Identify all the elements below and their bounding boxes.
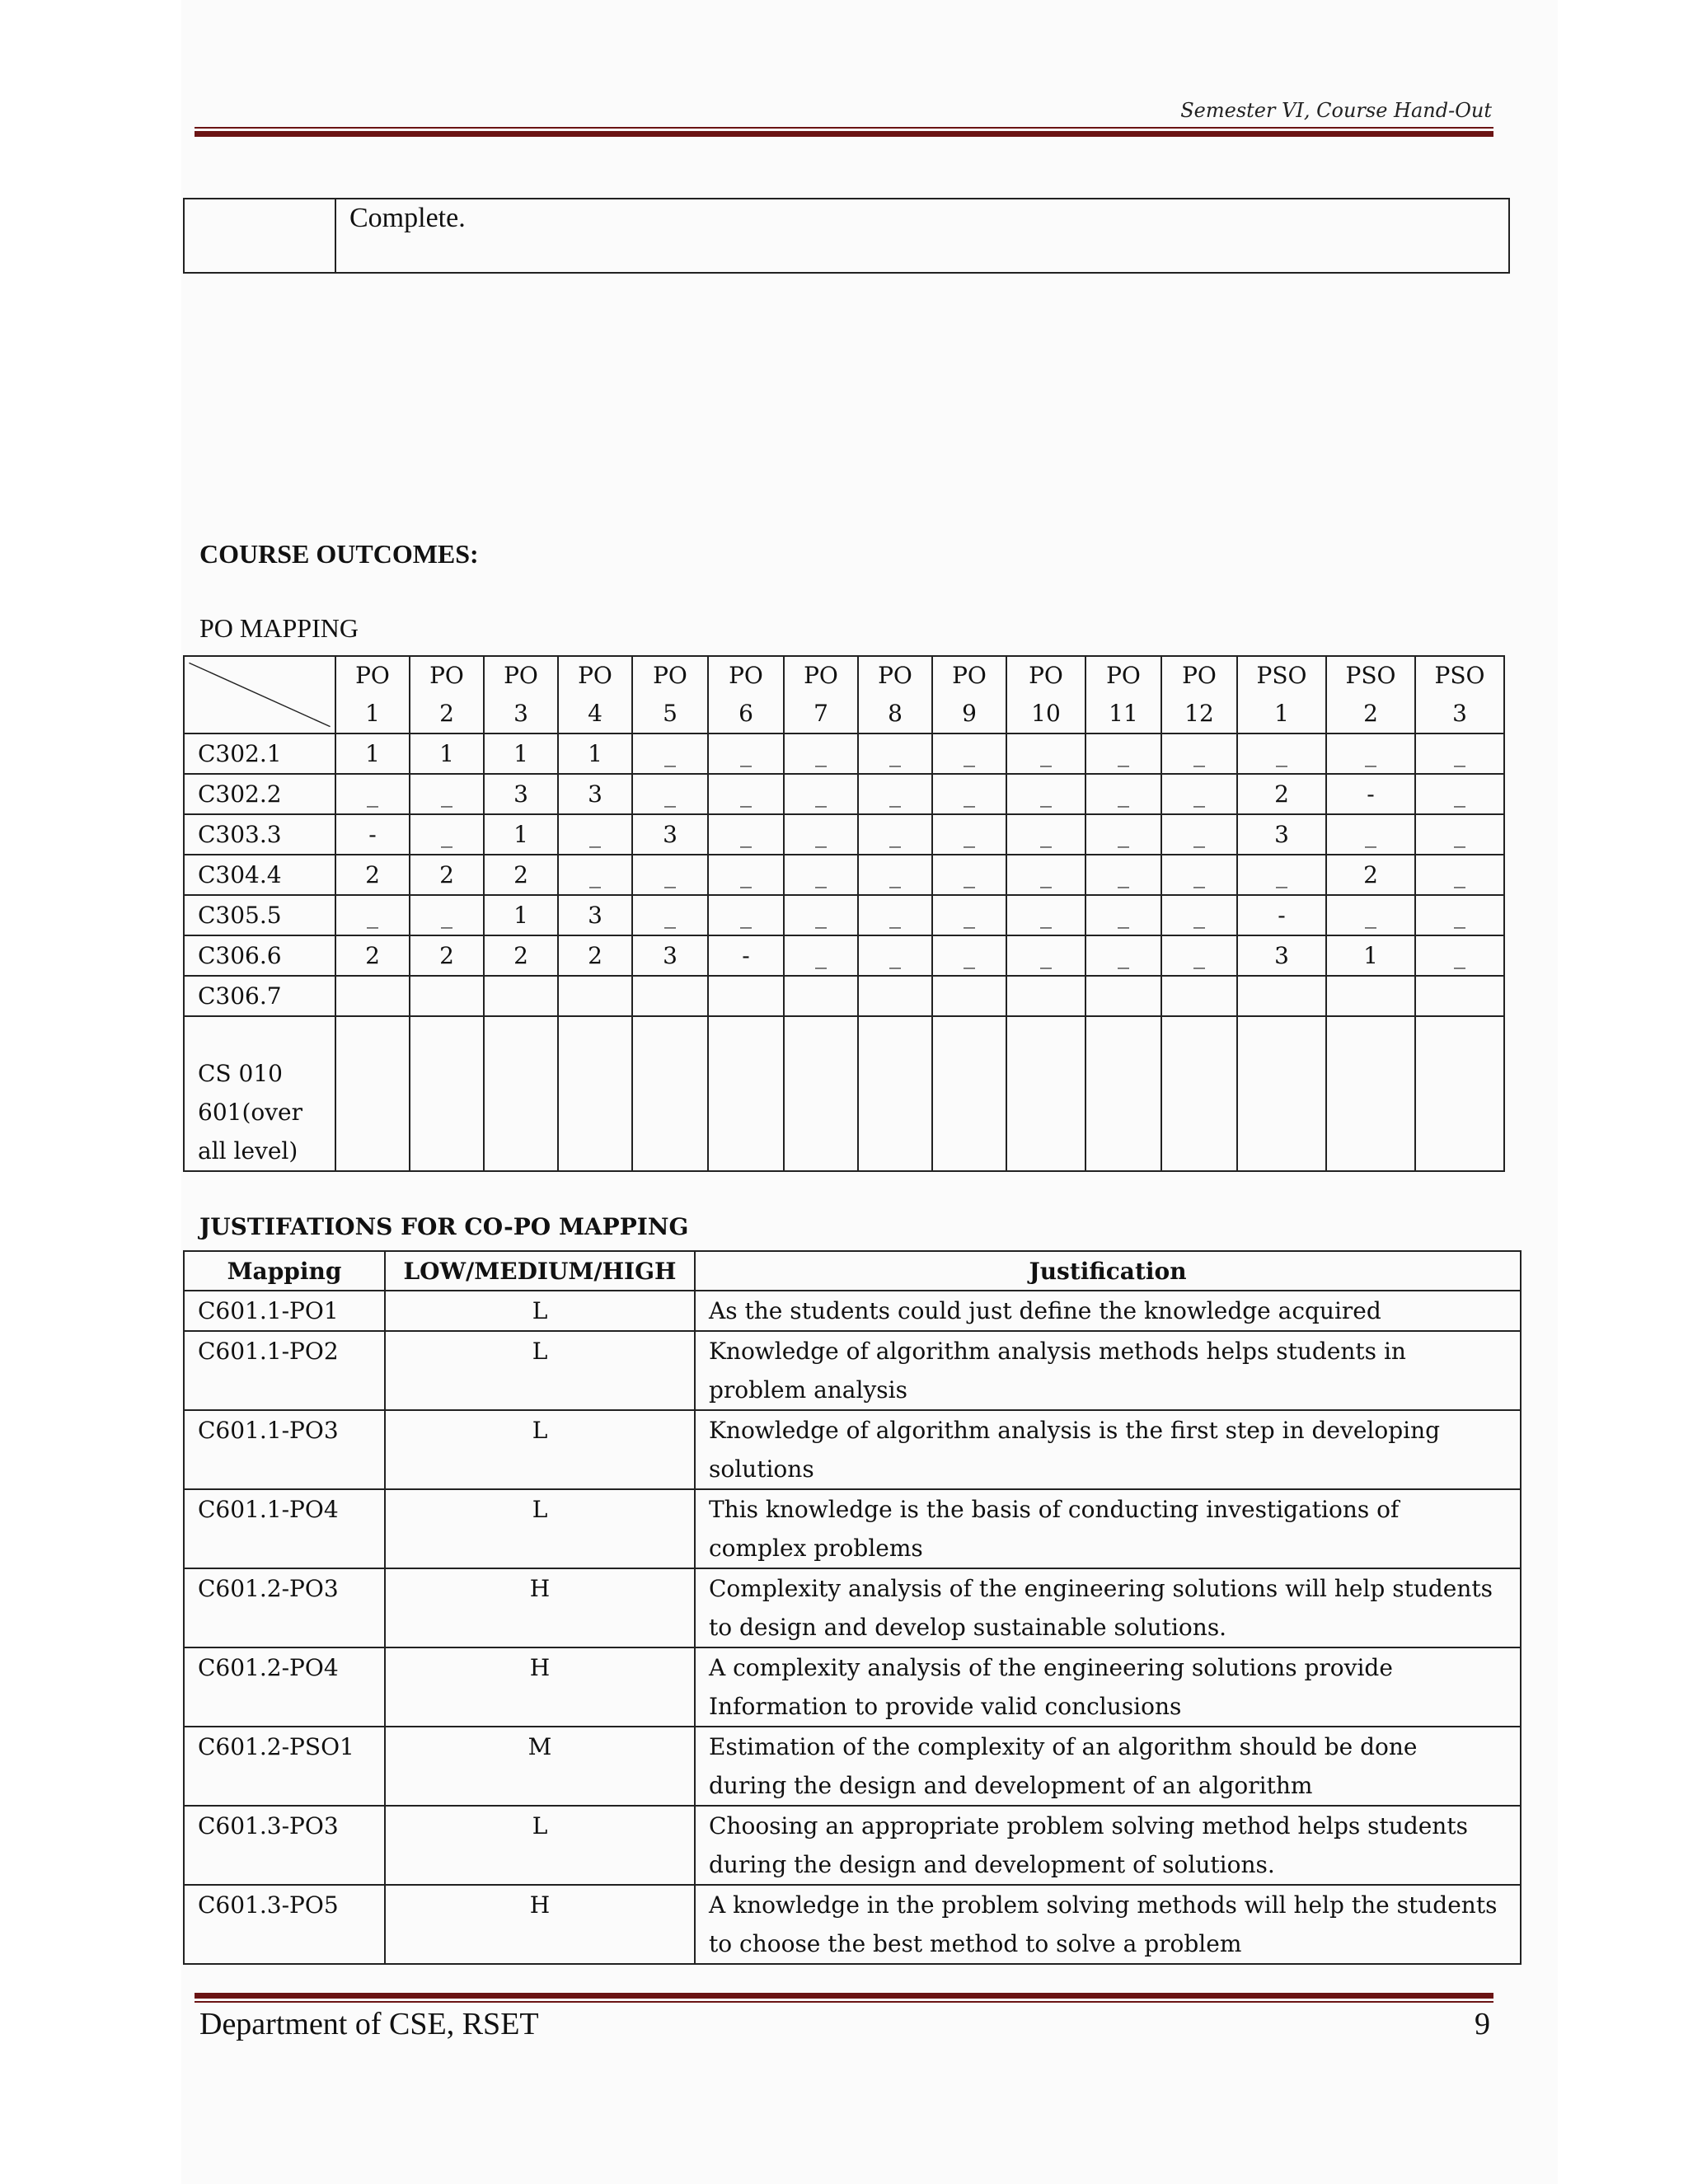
mapping-cell: 2 — [1237, 774, 1326, 814]
mapping-cell: _ — [1085, 935, 1161, 976]
mapping-cell — [558, 976, 632, 1016]
mapping-cell: _ — [1085, 733, 1161, 774]
mapping-cell: 2 — [410, 855, 484, 895]
continuation-empty-cell — [184, 199, 335, 273]
po-column-header — [1237, 656, 1326, 733]
level-cell: L — [385, 1291, 695, 1331]
mapping-cell: _ — [335, 774, 410, 814]
mapping-cell: _ — [1415, 935, 1504, 976]
po-table-row — [184, 733, 1504, 774]
course-outcome-label: C303.3 — [184, 814, 335, 855]
mapping-cell: C601.1-PO2 — [184, 1331, 385, 1410]
justification-cell — [695, 1806, 1521, 1885]
mapping-cell: 1 — [484, 814, 558, 855]
mapping-cell — [1085, 976, 1161, 1016]
po-column-header — [1006, 656, 1085, 733]
column-header-line: PO — [878, 662, 912, 689]
mapping-cell — [1085, 1016, 1161, 1171]
po-column-header — [484, 656, 558, 733]
mapping-cell: _ — [1415, 774, 1504, 814]
mapping-cell: _ — [1161, 855, 1237, 895]
column-header-number: 9 — [962, 700, 977, 727]
mapping-cell: C601.1-PO1 — [184, 1291, 385, 1331]
po-column-header — [708, 656, 784, 733]
mapping-cell — [858, 1016, 932, 1171]
mapping-cell: _ — [1085, 895, 1161, 935]
overall-label-line: 601(over — [198, 1099, 302, 1126]
level-cell: L — [385, 1331, 695, 1410]
mapping-cell: _ — [1161, 895, 1237, 935]
column-header-line: PO — [578, 662, 612, 689]
course-outcome-label: C302.2 — [184, 774, 335, 814]
mapping-cell — [1415, 976, 1504, 1016]
course-outcome-label: C306.6 — [184, 935, 335, 976]
mapping-cell: _ — [708, 895, 784, 935]
mapping-cell: - — [708, 935, 784, 976]
column-header-line: PO — [355, 662, 390, 689]
column-header-number: 6 — [738, 700, 753, 727]
justification-row — [184, 1291, 1521, 1331]
mapping-cell: 1 — [484, 733, 558, 774]
justification-row — [184, 1331, 1521, 1410]
diagonal-corner-cell — [184, 656, 335, 733]
mapping-cell: _ — [1326, 814, 1415, 855]
mapping-cell: _ — [1085, 774, 1161, 814]
page-number: 9 — [1475, 2007, 1490, 2041]
mapping-cell — [410, 1016, 484, 1171]
mapping-cell: 2 — [558, 935, 632, 976]
mapping-cell: _ — [632, 774, 708, 814]
justification-row — [184, 1885, 1521, 1964]
mapping-cell: _ — [558, 814, 632, 855]
column-header-number: 4 — [588, 700, 603, 727]
course-outcome-label: C302.1 — [184, 733, 335, 774]
mapping-cell — [1326, 1016, 1415, 1171]
mapping-cell: _ — [632, 855, 708, 895]
mapping-cell: _ — [1006, 774, 1085, 814]
po-column-header — [1085, 656, 1161, 733]
mapping-cell: 2 — [410, 935, 484, 976]
mapping-cell: 1 — [410, 733, 484, 774]
mapping-cell: _ — [1006, 935, 1085, 976]
mapping-cell: 2 — [484, 855, 558, 895]
justification-row — [184, 1489, 1521, 1568]
mapping-cell: _ — [1085, 814, 1161, 855]
mapping-cell: _ — [1006, 895, 1085, 935]
continuation-cell: Complete. — [335, 199, 1509, 273]
overall-label-line: CS 010 — [198, 1060, 283, 1087]
mapping-cell — [1161, 1016, 1237, 1171]
po-table-row — [184, 976, 1504, 1016]
mapping-cell — [335, 1016, 410, 1171]
mapping-cell: C601.1-PO3 — [184, 1410, 385, 1489]
mapping-cell: C601.3-PO3 — [184, 1806, 385, 1885]
justification-row — [184, 1806, 1521, 1885]
mapping-cell: 2 — [1326, 855, 1415, 895]
overall-level-label — [184, 1016, 335, 1171]
column-header-number: 12 — [1184, 700, 1214, 727]
po-column-header — [1161, 656, 1237, 733]
po-table-row — [184, 814, 1504, 855]
po-column-header — [784, 656, 858, 733]
justification-cell — [695, 1291, 1521, 1331]
justification-cell — [695, 1885, 1521, 1964]
mapping-cell — [632, 976, 708, 1016]
po-column-header — [632, 656, 708, 733]
mapping-cell: C601.2-PO4 — [184, 1647, 385, 1727]
footer-department: Department of CSE, RSET — [199, 2007, 539, 2041]
level-cell: M — [385, 1727, 695, 1806]
column-header-number: 2 — [1363, 700, 1378, 727]
column-header-number: 5 — [663, 700, 678, 727]
level-cell: L — [385, 1806, 695, 1885]
mapping-cell — [1237, 976, 1326, 1016]
mapping-cell: _ — [932, 733, 1006, 774]
mapping-cell: _ — [708, 733, 784, 774]
justification-heading: JUSTIFATIONS FOR CO-PO MAPPING — [199, 1213, 689, 1240]
justification-line: Knowledge of algorithm analysis is the first step in developing — [709, 1417, 1441, 1444]
mapping-cell: _ — [1006, 814, 1085, 855]
justification-line: problem analysis — [709, 1376, 907, 1404]
po-column-header — [1415, 656, 1504, 733]
level-cell: L — [385, 1489, 695, 1568]
justification-header-row — [184, 1251, 1521, 1291]
po-table-row — [184, 774, 1504, 814]
mapping-cell: _ — [708, 855, 784, 895]
column-header-line: PO — [1182, 662, 1217, 689]
column-header-number: 10 — [1031, 700, 1061, 727]
header-level: LOW/MEDIUM/HIGH — [385, 1251, 695, 1291]
mapping-cell: _ — [858, 895, 932, 935]
mapping-cell: _ — [1161, 774, 1237, 814]
mapping-cell — [708, 976, 784, 1016]
mapping-cell: _ — [858, 814, 932, 855]
column-header-line: PO — [653, 662, 687, 689]
justification-cell — [695, 1727, 1521, 1806]
mapping-cell: 3 — [558, 774, 632, 814]
justification-table — [183, 1250, 1522, 1965]
column-header-line: PO — [1106, 662, 1141, 689]
diagonal-line — [185, 657, 335, 733]
justification-line: This knowledge is the basis of conducting investigations of — [709, 1496, 1400, 1523]
column-header-number: 1 — [1274, 700, 1289, 727]
column-header-line: PO — [1029, 662, 1063, 689]
justification-row — [184, 1568, 1521, 1647]
mapping-cell — [484, 1016, 558, 1171]
mapping-cell: _ — [410, 774, 484, 814]
justification-row — [184, 1410, 1521, 1489]
mapping-cell: _ — [858, 855, 932, 895]
mapping-cell: 3 — [484, 774, 558, 814]
mapping-cell: _ — [1006, 855, 1085, 895]
mapping-cell: _ — [1415, 895, 1504, 935]
mapping-cell: _ — [1237, 855, 1326, 895]
mapping-cell — [1006, 1016, 1085, 1171]
mapping-cell — [1326, 976, 1415, 1016]
justification-line: to design and develop sustainable solutions. — [709, 1614, 1227, 1641]
mapping-cell: _ — [1326, 895, 1415, 935]
justification-line: Choosing an appropriate problem solving method helps students — [709, 1812, 1468, 1840]
mapping-cell: _ — [708, 814, 784, 855]
mapping-cell: _ — [1237, 733, 1326, 774]
mapping-cell: _ — [1161, 935, 1237, 976]
mapping-cell: C601.1-PO4 — [184, 1489, 385, 1568]
mapping-cell: _ — [932, 855, 1006, 895]
mapping-cell — [708, 1016, 784, 1171]
justification-line: Complexity analysis of the engineering solutions will help students — [709, 1575, 1493, 1602]
justification-line: As the students could just define the knowledge acquired — [709, 1297, 1381, 1324]
mapping-cell: _ — [1326, 733, 1415, 774]
mapping-cell: _ — [932, 814, 1006, 855]
mapping-cell — [1161, 976, 1237, 1016]
mapping-cell: C601.2-PO3 — [184, 1568, 385, 1647]
justification-line: A knowledge in the problem solving methods will help the students — [709, 1891, 1498, 1919]
mapping-cell — [858, 976, 932, 1016]
level-cell: H — [385, 1885, 695, 1964]
mapping-cell: _ — [1085, 855, 1161, 895]
po-table-row — [184, 855, 1504, 895]
mapping-cell: _ — [708, 774, 784, 814]
column-header-number: 11 — [1109, 700, 1138, 727]
mapping-cell: 2 — [335, 855, 410, 895]
course-outcome-label: C305.5 — [184, 895, 335, 935]
column-header-number: 3 — [513, 700, 528, 727]
mapping-cell: _ — [1161, 733, 1237, 774]
justification-line: solutions — [709, 1455, 814, 1483]
continuation-table — [183, 198, 1510, 274]
mapping-cell — [484, 976, 558, 1016]
mapping-cell: 3 — [632, 814, 708, 855]
po-column-header — [410, 656, 484, 733]
po-header-row — [184, 656, 1504, 733]
column-header-number: 1 — [365, 700, 380, 727]
mapping-cell: 3 — [1237, 814, 1326, 855]
mapping-cell — [932, 1016, 1006, 1171]
mapping-cell — [1006, 976, 1085, 1016]
mapping-cell: _ — [558, 855, 632, 895]
mapping-cell: _ — [858, 733, 932, 774]
footer-rule — [195, 1993, 1493, 2003]
mapping-cell: _ — [932, 774, 1006, 814]
mapping-cell: _ — [932, 895, 1006, 935]
justification-line: Estimation of the complexity of an algorithm should be done — [709, 1733, 1418, 1760]
justification-row — [184, 1647, 1521, 1727]
po-table-row — [184, 935, 1504, 976]
justification-cell — [695, 1331, 1521, 1410]
mapping-cell: _ — [784, 774, 858, 814]
justification-line: to choose the best method to solve a problem — [709, 1930, 1242, 1957]
level-cell: H — [385, 1647, 695, 1727]
po-mapping-heading: PO MAPPING — [199, 613, 359, 643]
overall-label-line: all level) — [198, 1137, 298, 1165]
mapping-cell — [558, 1016, 632, 1171]
mapping-cell: 1 — [1326, 935, 1415, 976]
justification-cell — [695, 1568, 1521, 1647]
header-rule — [195, 127, 1493, 137]
level-cell: L — [385, 1410, 695, 1489]
level-cell: H — [385, 1568, 695, 1647]
po-column-header — [858, 656, 932, 733]
mapping-cell: 3 — [558, 895, 632, 935]
mapping-cell: _ — [784, 855, 858, 895]
mapping-cell: _ — [784, 895, 858, 935]
justification-line: Information to provide valid conclusions — [709, 1693, 1182, 1720]
column-header-line: PSO — [1434, 662, 1485, 689]
po-mapping-table — [183, 655, 1505, 1172]
mapping-cell: - — [1237, 895, 1326, 935]
mapping-cell: _ — [1415, 855, 1504, 895]
running-header: Semester VI, Course Hand-Out — [1180, 99, 1492, 122]
justification-cell — [695, 1647, 1521, 1727]
mapping-cell: _ — [784, 733, 858, 774]
po-overall-row — [184, 1016, 1504, 1171]
po-column-header — [558, 656, 632, 733]
course-outcomes-heading: COURSE OUTCOMES: — [199, 539, 479, 569]
mapping-cell — [335, 976, 410, 1016]
mapping-cell: - — [1326, 774, 1415, 814]
column-header-number: 7 — [814, 700, 828, 727]
mapping-cell: 1 — [558, 733, 632, 774]
mapping-cell: C601.2-PSO1 — [184, 1727, 385, 1806]
justification-line: during the design and development of solutions. — [709, 1851, 1275, 1878]
mapping-cell: _ — [632, 895, 708, 935]
po-column-header — [335, 656, 410, 733]
column-header-number: 2 — [439, 700, 454, 727]
justification-line: Knowledge of algorithm analysis methods helps students in — [709, 1338, 1406, 1365]
justification-line: A complexity analysis of the engineering solutions provide — [709, 1654, 1393, 1681]
justification-cell — [695, 1410, 1521, 1489]
column-header-line: PO — [804, 662, 838, 689]
column-header-line: PO — [429, 662, 464, 689]
mapping-cell: 3 — [1237, 935, 1326, 976]
column-header-line: PSO — [1345, 662, 1396, 689]
mapping-cell — [1237, 1016, 1326, 1171]
po-column-header — [1326, 656, 1415, 733]
mapping-cell: _ — [858, 935, 932, 976]
course-outcome-label: C304.4 — [184, 855, 335, 895]
justification-row — [184, 1727, 1521, 1806]
column-header-line: PO — [504, 662, 538, 689]
header-justification: Justification — [695, 1251, 1521, 1291]
mapping-cell: _ — [1415, 733, 1504, 774]
column-header-line: PSO — [1256, 662, 1307, 689]
po-table-row — [184, 895, 1504, 935]
mapping-cell — [1415, 1016, 1504, 1171]
mapping-cell — [410, 976, 484, 1016]
mapping-cell: _ — [335, 895, 410, 935]
mapping-cell: C601.3-PO5 — [184, 1885, 385, 1964]
mapping-cell: 2 — [484, 935, 558, 976]
mapping-cell — [784, 1016, 858, 1171]
po-column-header — [932, 656, 1006, 733]
justification-line: complex problems — [709, 1535, 923, 1562]
mapping-cell: _ — [784, 814, 858, 855]
column-header-number: 8 — [888, 700, 903, 727]
mapping-cell: - — [335, 814, 410, 855]
mapping-cell: _ — [410, 814, 484, 855]
mapping-cell: 3 — [632, 935, 708, 976]
mapping-cell: _ — [1006, 733, 1085, 774]
mapping-cell: 2 — [335, 935, 410, 976]
mapping-cell: _ — [1415, 814, 1504, 855]
mapping-cell: _ — [410, 895, 484, 935]
column-header-line: PO — [729, 662, 763, 689]
mapping-cell: _ — [858, 774, 932, 814]
mapping-cell — [632, 1016, 708, 1171]
mapping-cell: 1 — [484, 895, 558, 935]
column-header-number: 3 — [1452, 700, 1467, 727]
justification-line: during the design and development of an algorithm — [709, 1772, 1313, 1799]
mapping-cell — [932, 976, 1006, 1016]
column-header-line: PO — [952, 662, 987, 689]
mapping-cell: _ — [932, 935, 1006, 976]
mapping-cell: 1 — [335, 733, 410, 774]
header-mapping: Mapping — [184, 1251, 385, 1291]
justification-cell — [695, 1489, 1521, 1568]
mapping-cell: _ — [632, 733, 708, 774]
mapping-cell: _ — [784, 935, 858, 976]
mapping-cell: _ — [1161, 814, 1237, 855]
mapping-cell — [784, 976, 858, 1016]
course-outcome-label: C306.7 — [184, 976, 335, 1016]
